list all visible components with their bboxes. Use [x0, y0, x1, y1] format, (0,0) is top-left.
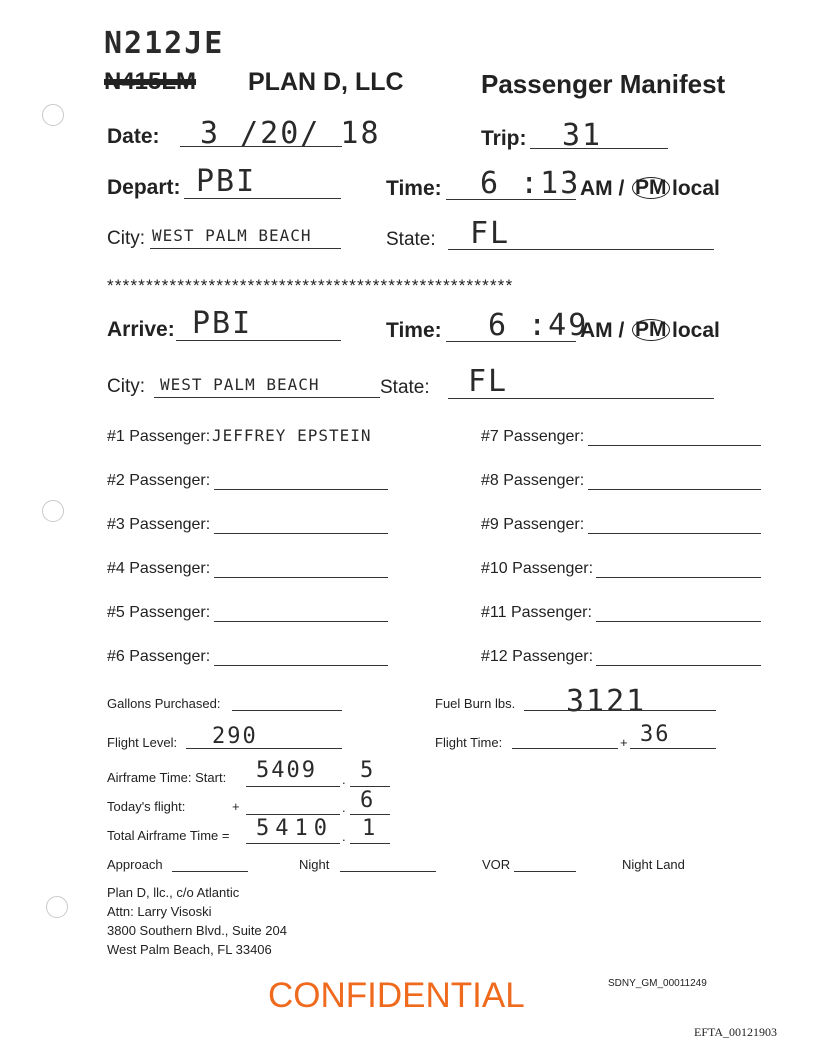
passenger-7-label: #7 Passenger: [481, 428, 585, 445]
binder-hole-middle [42, 500, 64, 522]
depart-city-label: City: [107, 228, 145, 249]
arrive-am: AM / [580, 319, 625, 342]
total-airframe-whole: 5410 [256, 816, 333, 841]
depart-state-value: FL [470, 216, 511, 251]
depart-pm-wrap [632, 176, 670, 200]
todays-flight-tenth-line [350, 814, 390, 815]
arrive-local: local [672, 319, 720, 342]
passenger-5-line [214, 621, 388, 622]
flight-time-label: Flight Time: [435, 735, 503, 750]
passenger-10-line [596, 577, 761, 578]
depart-am: AM / [580, 177, 625, 200]
arrive-state-label: State: [380, 377, 430, 398]
depart-time-underline [446, 199, 576, 200]
passenger-11-line [596, 621, 761, 622]
passenger-7-line [588, 445, 761, 446]
passenger-5-label: #5 Passenger: [107, 604, 211, 621]
flight-level-line [186, 748, 342, 749]
passenger-4-line [214, 577, 388, 578]
vor-label: VOR [482, 857, 511, 872]
address-line-2: Attn: Larry Visoski [107, 904, 212, 919]
night-label: Night [299, 857, 330, 872]
address-line-1: Plan D, llc., c/o Atlantic [107, 885, 240, 900]
airframe-start-whole: 5409 [256, 758, 317, 783]
passenger-3-line [214, 533, 388, 534]
todays-flight-plus: + [232, 799, 240, 814]
passenger-2-line [214, 489, 388, 490]
fuel-burn-value: 3121 [566, 684, 647, 719]
address-line-3: 3800 Southern Blvd., Suite 204 [107, 923, 287, 938]
total-airframe-tenth-line [350, 843, 390, 844]
flight-time-line [630, 748, 716, 749]
depart-city-value: WEST PALM BEACH [152, 226, 312, 245]
arrive-label: Arrive: [107, 318, 175, 341]
arrive-city-label: City: [107, 376, 145, 397]
fuel-burn-label: Fuel Burn lbs. [435, 696, 516, 711]
approach-line [172, 871, 248, 872]
passenger-12-line [596, 665, 761, 666]
flight-time-value: 36 [640, 722, 671, 747]
night-land-label: Night Land [622, 857, 685, 872]
arrive-pm-wrap [632, 318, 670, 342]
total-airframe-dot: . [342, 829, 346, 844]
todays-flight-label: Today's flight: [107, 799, 186, 814]
depart-pm-circled: PM [632, 177, 670, 199]
passenger-12-label: #12 Passenger: [481, 648, 594, 665]
arrive-time-value: 6 :49 [488, 308, 589, 343]
night-line [340, 871, 436, 872]
binder-hole-bottom [46, 896, 68, 918]
passenger-3-label: #3 Passenger: [107, 516, 211, 533]
vor-line [514, 871, 576, 872]
passenger-10-label: #10 Passenger: [481, 560, 594, 577]
passenger-8-line [588, 489, 761, 490]
airframe-start-whole-line [246, 786, 340, 787]
depart-local: local [672, 177, 720, 200]
arrive-state-value: FL [468, 364, 509, 399]
passenger-6-label: #6 Passenger: [107, 648, 211, 665]
trip-underline [530, 148, 668, 149]
passenger-2-label: #2 Passenger: [107, 472, 211, 489]
gallons-label: Gallons Purchased: [107, 696, 221, 711]
todays-flight-whole-line [246, 814, 340, 815]
depart-city-underline [150, 248, 341, 249]
separator-asterisks: **************************************************** [107, 276, 514, 295]
total-airframe-label: Total Airframe Time = [107, 828, 230, 843]
arrive-city-value: WEST PALM BEACH [160, 375, 320, 394]
total-airframe-tenth: 1 [362, 816, 378, 841]
passenger-8-label: #8 Passenger: [481, 472, 585, 489]
fuel-burn-line [524, 710, 716, 711]
flight-level-value: 290 [212, 724, 258, 749]
address-line-4: West Palm Beach, FL 33406 [107, 942, 272, 957]
total-airframe-whole-line [246, 843, 340, 844]
depart-value: PBI [196, 164, 257, 199]
arrive-time-underline [446, 341, 576, 342]
arrive-pm-circled: PM [632, 319, 670, 341]
airframe-start-label: Airframe Time: Start: [107, 770, 227, 785]
efta-number: EFTA_00121903 [694, 1025, 778, 1039]
airframe-start-tenth: 5 [360, 758, 376, 783]
arrive-underline [176, 340, 341, 341]
date-underline [180, 146, 342, 147]
company-name: PLAN D, LLC [248, 68, 404, 96]
depart-state-underline [448, 249, 714, 250]
arrive-state-underline [448, 398, 714, 399]
trip-label: Trip: [481, 127, 527, 150]
arrive-value: PBI [192, 306, 253, 341]
passenger-1-label: #1 Passenger: [107, 428, 211, 445]
gallons-line [232, 710, 342, 711]
passenger-9-line [588, 533, 761, 534]
tail-number-struck: N415LM [104, 68, 197, 95]
arrive-time-label: Time: [386, 319, 442, 342]
passenger-9-label: #9 Passenger: [481, 516, 585, 533]
depart-label: Depart: [107, 176, 181, 199]
confidential-stamp: CONFIDENTIAL [268, 976, 525, 1015]
flight-time-hours-line [512, 748, 618, 749]
flight-time-plus: + [620, 735, 628, 750]
passenger-11-label: #11 Passenger: [481, 604, 592, 621]
airframe-start-dot: . [342, 772, 346, 787]
passenger-1-value: JEFFREY EPSTEIN [212, 426, 372, 445]
form-title: Passenger Manifest [481, 69, 726, 99]
binder-hole-top [42, 104, 64, 126]
date-label: Date: [107, 125, 160, 148]
tail-number-handwritten: N212JE [104, 26, 225, 61]
todays-flight-tenth: 6 [360, 788, 376, 813]
depart-time-label: Time: [386, 177, 442, 200]
date-value: 3 /20/ 18 [200, 116, 381, 151]
passenger-4-label: #4 Passenger: [107, 560, 211, 577]
flight-level-label: Flight Level: [107, 735, 178, 750]
passenger-6-line [214, 665, 388, 666]
approach-label: Approach [107, 857, 163, 872]
trip-value: 31 [562, 118, 603, 153]
bates-number: SDNY_GM_00011249 [608, 978, 707, 989]
arrive-city-underline [154, 397, 380, 398]
airframe-start-tenth-line [350, 786, 390, 787]
depart-state-label: State: [386, 229, 436, 250]
depart-time-value: 6 :13 [480, 166, 581, 201]
depart-underline [184, 198, 341, 199]
todays-flight-dot: . [342, 800, 346, 815]
